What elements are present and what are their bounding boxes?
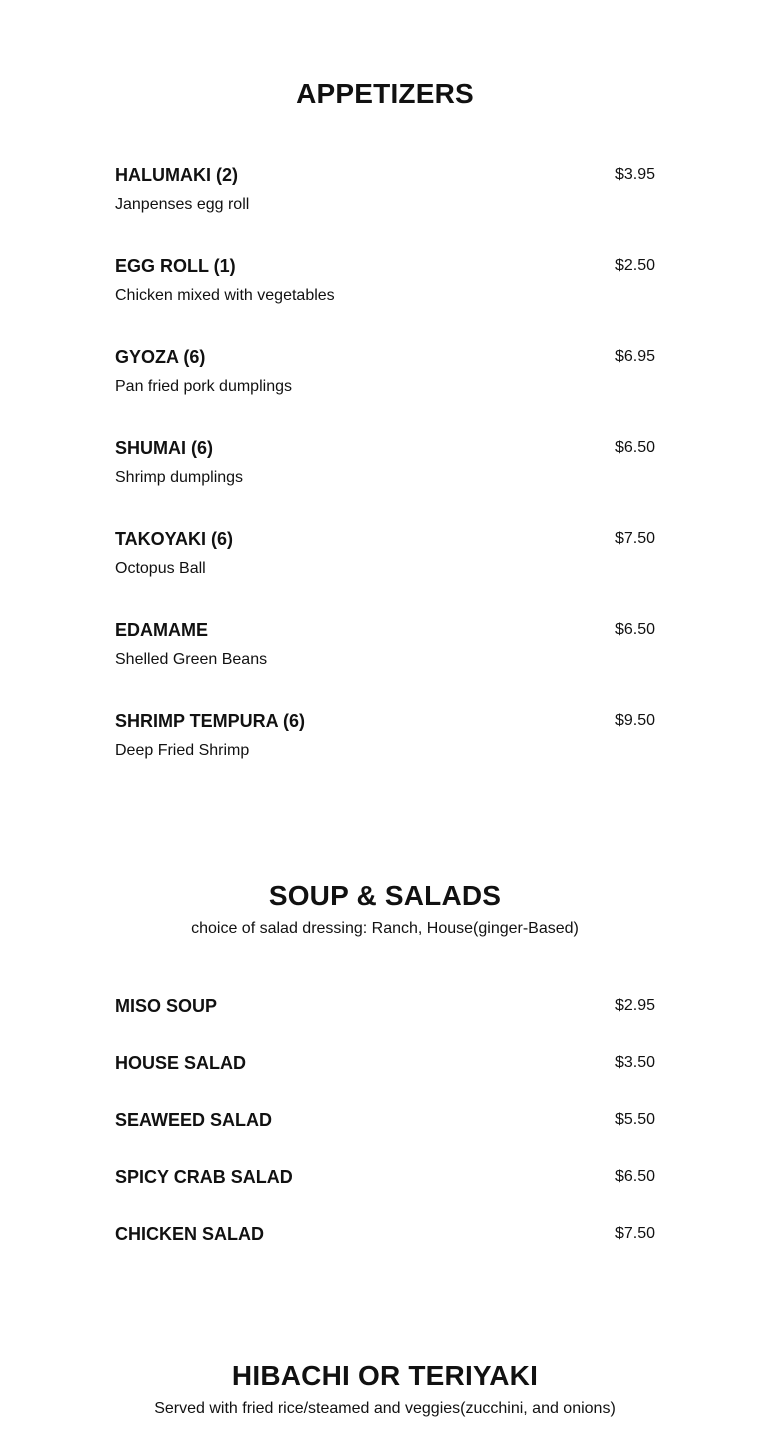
- menu-item-takoyaki: [115, 528, 655, 619]
- item-name: EGG ROLL (1): [115, 256, 236, 276]
- soup-salads-section: [0, 880, 770, 938]
- item-price: $6.50: [614, 1168, 655, 1185]
- item-price: $7.50: [614, 1225, 655, 1242]
- item-name: HALUMAKI (2): [115, 165, 238, 185]
- soup-salads-title: SOUP & SALADS: [268, 880, 502, 911]
- menu-item-shumai: [115, 437, 655, 528]
- item-price: $6.50: [614, 439, 655, 456]
- item-name: CHICKEN SALAD: [115, 1224, 265, 1244]
- menu-item-miso-soup: [115, 995, 655, 1052]
- item-name: SHUMAI (6): [115, 438, 213, 458]
- item-price: $7.50: [614, 530, 655, 547]
- item-name: TAKOYAKI (6): [115, 529, 234, 549]
- item-name: EDAMAME: [115, 620, 208, 640]
- appetizers-list: [115, 164, 655, 801]
- item-price: $6.95: [614, 348, 655, 365]
- item-description: Octopus Ball: [115, 560, 206, 577]
- soup-salads-list: [115, 995, 655, 1280]
- item-name: HOUSE SALAD: [115, 1053, 247, 1073]
- item-price: $3.50: [614, 1054, 655, 1071]
- menu-item-chicken-salad: [115, 1223, 655, 1280]
- item-name: SHRIMP TEMPURA (6): [115, 711, 306, 731]
- item-name: SEAWEED SALAD: [115, 1110, 273, 1130]
- item-description: Janpenses egg roll: [115, 196, 250, 213]
- hibachi-subtitle: Served with fried rice/steamed and veggies(zucchini, and onions): [154, 1400, 616, 1417]
- item-name: MISO SOUP: [115, 996, 218, 1016]
- item-price: $2.50: [614, 257, 655, 274]
- item-description: Shrimp dumplings: [115, 469, 244, 486]
- menu-item-egg-roll: [115, 255, 655, 346]
- item-name: SPICY CRAB SALAD: [115, 1167, 293, 1187]
- menu-item-halumaki: [115, 164, 655, 255]
- item-description: Shelled Green Beans: [115, 651, 268, 668]
- hibachi-section: [0, 1360, 770, 1418]
- item-price: $2.95: [614, 997, 655, 1014]
- item-description: Deep Fried Shrimp: [115, 742, 250, 759]
- item-price: $9.50: [614, 712, 655, 729]
- menu-item-house-salad: [115, 1052, 655, 1109]
- hibachi-title: HIBACHI OR TERIYAKI: [231, 1360, 539, 1391]
- menu-item-edamame: [115, 619, 655, 710]
- menu-item-gyoza: [115, 346, 655, 437]
- item-name: GYOZA (6): [115, 347, 206, 367]
- item-description: Chicken mixed with vegetables: [115, 287, 335, 304]
- item-description: Pan fried pork dumplings: [115, 378, 292, 395]
- menu-item-seaweed-salad: [115, 1109, 655, 1166]
- appetizers-section: [0, 78, 770, 110]
- menu-item-shrimp-tempura: [115, 710, 655, 801]
- menu-item-spicy-crab-salad: [115, 1166, 655, 1223]
- soup-salads-subtitle: choice of salad dressing: Ranch, House(ginger-Based): [191, 920, 579, 937]
- appetizers-title: APPETIZERS: [296, 78, 474, 109]
- item-price: $3.95: [614, 166, 655, 183]
- item-price: $6.50: [614, 621, 655, 638]
- item-price: $5.50: [614, 1111, 655, 1128]
